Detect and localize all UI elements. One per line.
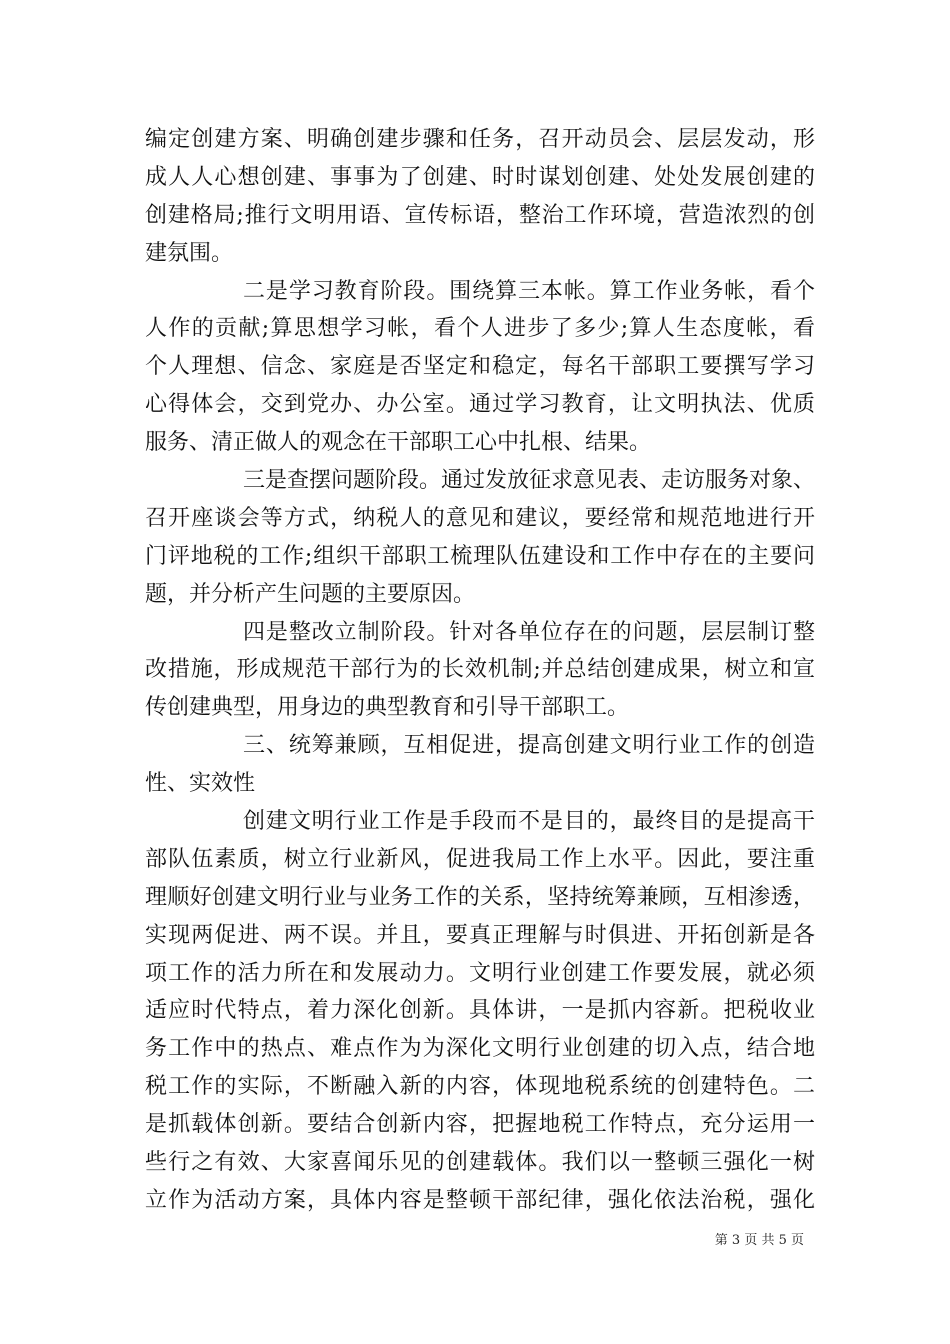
- text-line: 服务、清正做人的观念在干部职工心中扎根、结果。: [145, 430, 652, 456]
- text-line: 编定创建方案、明确创建步骤和任务，召开动员会、层层发动，形: [145, 127, 815, 152]
- text-line: 门评地税的工作;组织干部职工梳理队伍建设和工作中存在的主要问: [145, 543, 815, 569]
- text-line: 建氛围。: [145, 240, 234, 266]
- text-line: 立作为活动方案，具体内容是整顿干部纪律，强化依法治税，强化: [145, 1187, 815, 1213]
- body-text: [145, 121, 815, 1220]
- text-line: 理顺好创建文明行业与业务工作的关系，坚持统筹兼顾，互相渗透，: [145, 884, 815, 910]
- text-line: 些行之有效、大家喜闻乐见的创建载体。我们以一整顿三强化一树: [145, 1150, 815, 1176]
- paragraph-first-line: 三是查摆问题阶段。通过发放征求意见表、走访服务对象、: [243, 468, 815, 494]
- paragraph-first-line: 四是整改立制阶段。针对各单位存在的问题，层层制订整: [243, 619, 815, 645]
- paragraph-first-line: 创建文明行业工作是手段而不是目的，最终目的是提高干: [243, 809, 815, 835]
- text-line: 人作的贡献;算思想学习帐，看个人进步了多少;算人生态度帐，看: [145, 316, 815, 342]
- text-line: 是抓载体创新。要结合创新内容，把握地税工作特点，充分运用一: [145, 1112, 815, 1138]
- paragraph-first-line: 二是学习教育阶段。围绕算三本帐。算工作业务帐，看个: [243, 278, 815, 304]
- text-line: 成人人心想创建、事事为了创建、时时谋划创建、处处发展创建的: [145, 164, 815, 190]
- text-line: 心得体会，交到党办、办公室。通过学习教育，让文明执法、优质: [145, 392, 815, 418]
- text-line: 务工作中的热点、难点作为为深化文明行业创建的切入点，结合地: [145, 1036, 815, 1062]
- text-line: 个人理想、信念、家庭是否坚定和稳定，每名干部职工要撰写学习: [145, 354, 815, 380]
- section-heading-line: 三、统筹兼顾，互相促进，提高创建文明行业工作的创造: [243, 733, 815, 759]
- text-line: 税工作的实际，不断融入新的内容，体现地税系统的创建特色。二: [145, 1074, 815, 1100]
- text-line: 创建格局;推行文明用语、宣传标语，整治工作环境，营造浓烈的创: [145, 202, 815, 228]
- page-number: 第 3 页 共 5 页: [714, 1233, 804, 1248]
- text-line: 题，并分析产生问题的主要原因。: [145, 581, 476, 607]
- section-heading-line: 性、实效性: [145, 771, 256, 797]
- text-line: 改措施，形成规范干部行为的长效机制;并总结创建成果，树立和宣: [145, 657, 815, 683]
- text-line: 召开座谈会等方式，纳税人的意见和建议，要经常和规范地进行开: [145, 505, 815, 531]
- text-line: 实现两促进、两不误。并且，要真正理解与时俱进、开拓创新是各: [145, 922, 815, 948]
- text-line: 适应时代特点，着力深化创新。具体讲，一是抓内容新。把税收业: [145, 998, 815, 1024]
- text-line: 部队伍素质，树立行业新风，促进我局工作上水平。因此，要注重: [145, 846, 815, 872]
- text-line: 项工作的活力所在和发展动力。文明行业创建工作要发展，就必须: [145, 960, 815, 986]
- text-line: 传创建典型，用身边的典型教育和引导干部职工。: [145, 695, 630, 721]
